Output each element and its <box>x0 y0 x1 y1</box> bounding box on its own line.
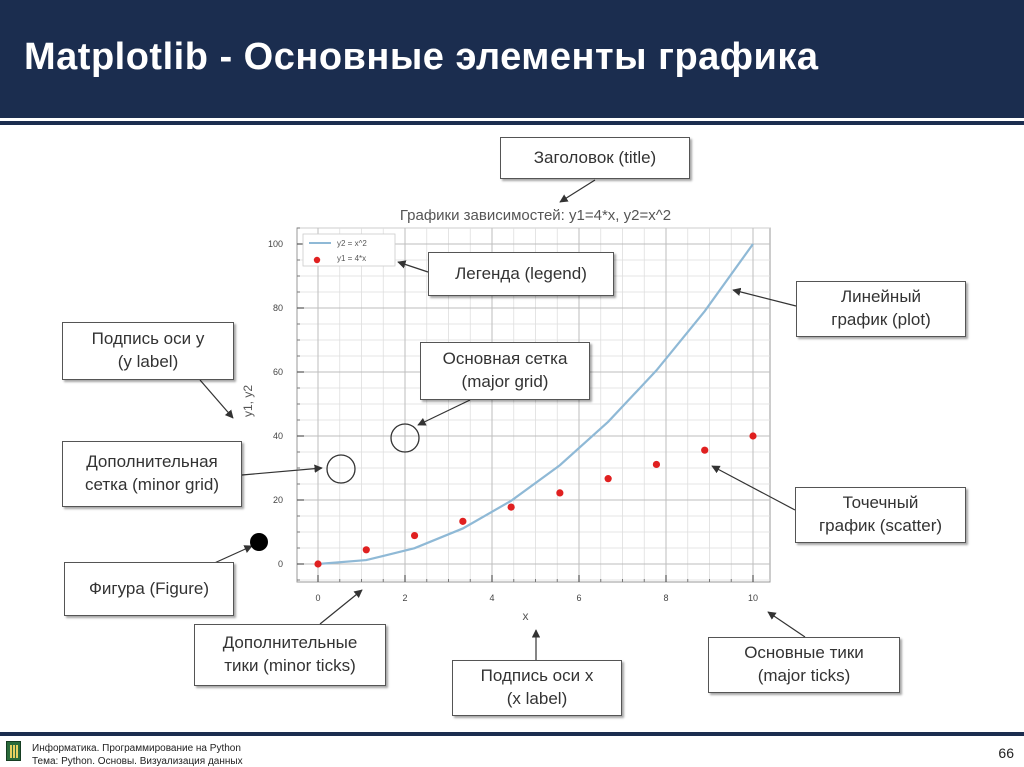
y-tick-label: 40 <box>272 431 283 441</box>
legend-entry-label: y1 = 4*x <box>337 254 367 263</box>
callout-minor-ticks: Дополнительные тики (minor ticks) <box>194 624 386 686</box>
y-axis-label: y1, y2 <box>241 384 255 418</box>
scatter-point-y1 <box>314 560 321 567</box>
scatter-point-y1 <box>653 461 660 468</box>
callout-scatter: Точечный график (scatter) <box>795 487 966 543</box>
scatter-point-y1 <box>459 518 466 525</box>
callout-legend: Легенда (legend) <box>428 252 614 296</box>
arrow-ylabel <box>200 380 233 418</box>
scatter-point-y1 <box>508 504 515 511</box>
arrow-title <box>560 180 595 202</box>
x-tick-label: 10 <box>747 593 759 603</box>
scatter-point-y1 <box>605 475 612 482</box>
legend-entry-label: y2 = x^2 <box>337 239 367 248</box>
x-axis-label: x <box>522 609 529 623</box>
callout-title: Заголовок (title) <box>500 137 690 179</box>
y-tick-label: 20 <box>272 495 283 505</box>
page-number: 66 <box>998 745 1014 761</box>
x-tick-label: 6 <box>576 593 582 603</box>
y-tick-label: 100 <box>267 239 283 249</box>
chart-title: Графики зависимостей: y1=4*x, y2=x^2 <box>399 207 672 224</box>
footer-topic: Тема: Python. Основы. Визуализация данных <box>32 756 243 767</box>
scatter-point-y1 <box>411 532 418 539</box>
x-tick-label: 4 <box>489 593 495 603</box>
y-tick-label: 80 <box>272 303 283 313</box>
scatter-point-y1 <box>701 447 708 454</box>
arrow-minor-ticks <box>320 590 362 624</box>
x-tick-label: 8 <box>663 593 669 603</box>
callout-xlabel: Подпись оси x (x label) <box>452 660 622 716</box>
scatter-point-y1 <box>556 489 563 496</box>
figure-marker-dot <box>250 533 268 551</box>
footer-logo-icon <box>6 741 21 761</box>
scatter-point-y1 <box>363 546 370 553</box>
footer-divider <box>0 732 1024 736</box>
footer-course: Информатика. Программирование на Python <box>32 743 241 754</box>
x-tick-label: 0 <box>315 593 321 603</box>
arrow-major-ticks <box>768 612 805 637</box>
callout-figure: Фигура (Figure) <box>64 562 234 616</box>
callout-minor-grid: Дополнительная сетка (minor grid) <box>62 441 242 507</box>
callout-ylabel: Подпись оси y (y label) <box>62 322 234 380</box>
callout-plot: Линейный график (plot) <box>796 281 966 337</box>
scatter-point-y1 <box>749 432 756 439</box>
x-tick-label: 2 <box>402 593 408 603</box>
y-tick-label: 0 <box>277 559 283 569</box>
callout-major-ticks: Основные тики (major ticks) <box>708 637 900 693</box>
legend-swatch-dot <box>314 257 320 263</box>
y-tick-label: 60 <box>272 367 283 377</box>
callout-major-grid: Основная сетка (major grid) <box>420 342 590 400</box>
slide-title: Matplotlib - Основные элементы графика <box>24 36 819 78</box>
